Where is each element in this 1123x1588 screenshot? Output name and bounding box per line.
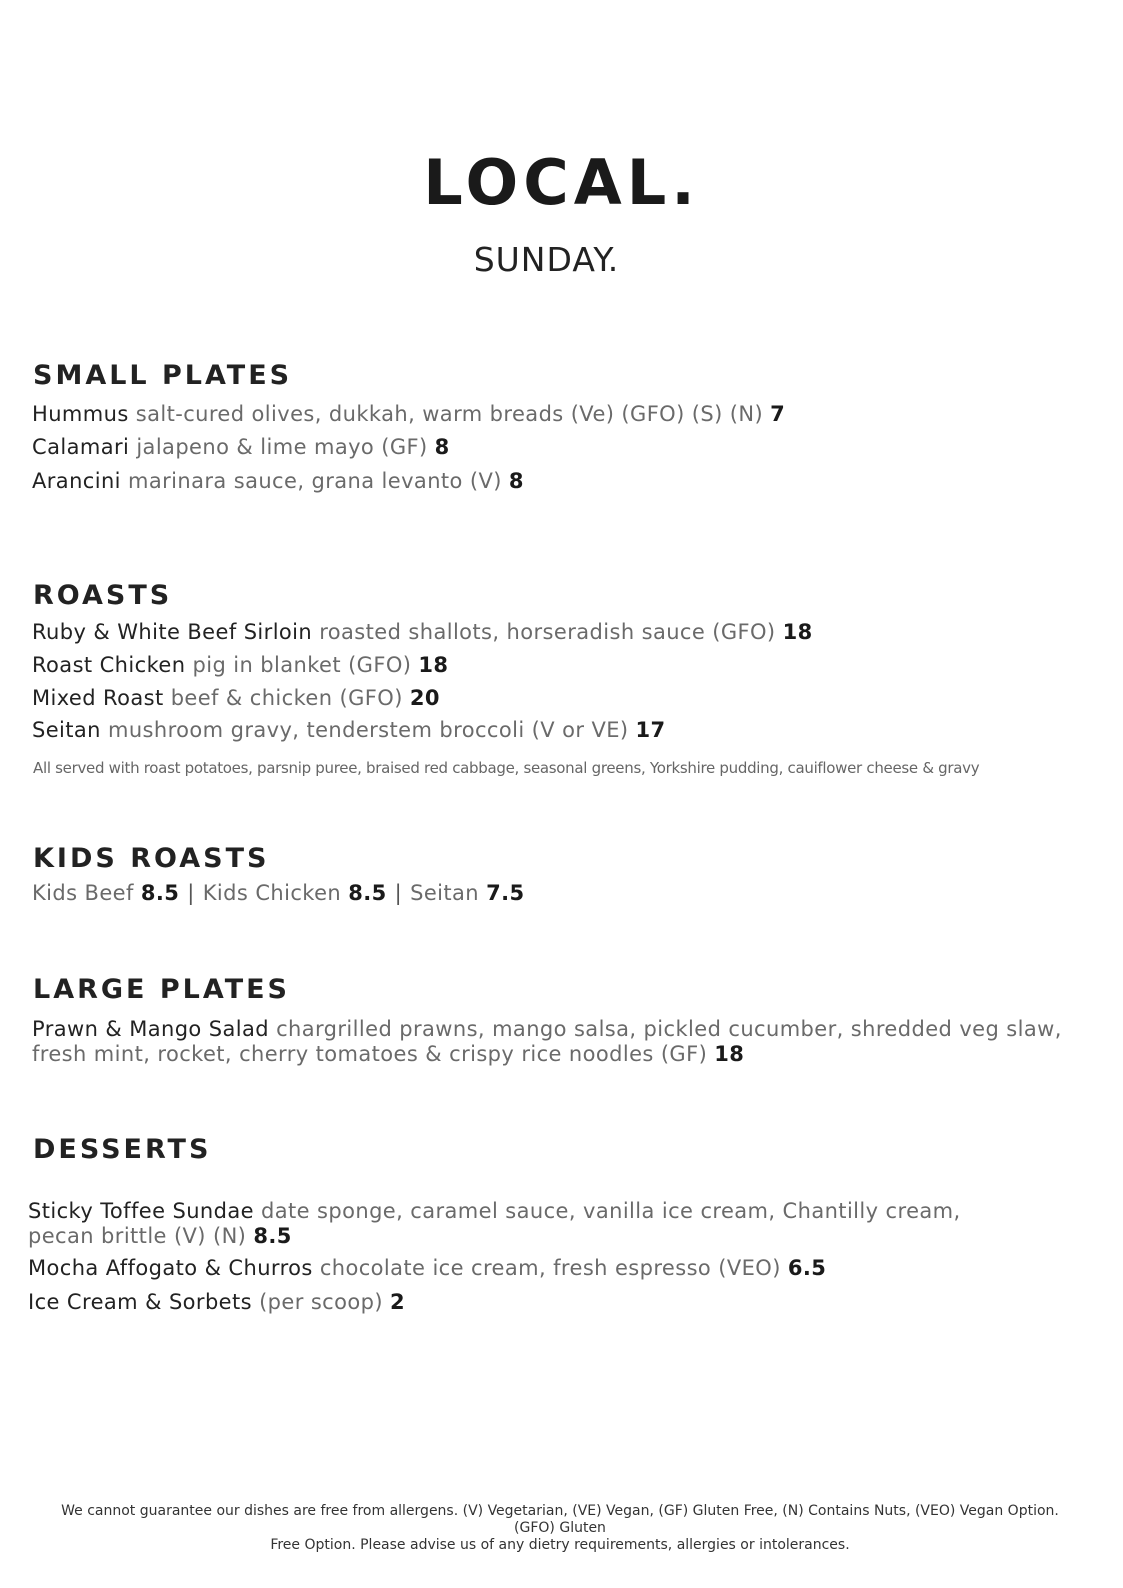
item-name: Kids Beef (32, 881, 134, 905)
section-title-kids-roasts: KIDS ROASTS (33, 843, 270, 874)
menu-item-mocha-affogato (28, 1256, 826, 1280)
item-price: 8 (508, 469, 524, 493)
menu-item-roast-chicken (32, 653, 448, 677)
separator: | (394, 881, 403, 905)
menu-item-hummus (32, 402, 785, 426)
item-name: Arancini (32, 469, 121, 493)
item-price: 2 (390, 1290, 406, 1314)
item-price: 7.5 (486, 881, 525, 905)
item-description: chocolate ice cream, fresh espresso (VEO) (319, 1256, 781, 1280)
roasts-served-with-note: All served with roast potatoes, parsnip puree, braised red cabbage, seasonal greens, Yorkshire pudding, cauiflower cheese & gravy (33, 759, 980, 777)
item-description: pig in blanket (GFO) (192, 653, 412, 677)
item-name: Prawn & Mango Salad (32, 1017, 269, 1041)
brand-title: LOCAL. (423, 146, 700, 219)
menu-item-sticky-toffee-sundae (28, 1199, 961, 1223)
item-name: Ice Cream & Sorbets (28, 1290, 252, 1314)
menu-item-beef-sirloin (32, 620, 813, 644)
item-description: mushroom gravy, tenderstem broccoli (V or VE) (107, 718, 629, 742)
item-price: 18 (418, 653, 449, 677)
item-description-line2: fresh mint, rocket, cherry tomatoes & crispy rice noodles (GF) (32, 1042, 708, 1066)
menu-day-subtitle: SUNDAY. (473, 240, 620, 279)
menu-item-mixed-roast (32, 686, 440, 710)
disclaimer-line-1: We cannot guarantee our dishes are free from allergens. (V) Vegetarian, (VE) Vegan, (GF) Gluten Free, (N) Contains Nuts, (VEO) Vegan Option. (GFO) Gluten (61, 1503, 1059, 1536)
item-description: (per scoop) (259, 1290, 383, 1314)
item-price: 20 (409, 686, 440, 710)
menu-item-prawn-mango-salad (32, 1017, 1062, 1041)
menu-item-arancini (32, 469, 524, 493)
item-name: Seitan (410, 881, 479, 905)
item-description: salt-cured olives, dukkah, warm breads (Ve) (GFO) (S) (N) (135, 402, 764, 426)
item-description: marinara sauce, grana levanto (V) (127, 469, 502, 493)
item-description: jalapeno & lime mayo (GF) (136, 435, 428, 459)
menu-item-calamari (32, 435, 450, 459)
item-name: Mixed Roast (32, 686, 164, 710)
item-price: 17 (635, 718, 666, 742)
item-price: 8 (434, 435, 450, 459)
item-name: Kids Chicken (202, 881, 342, 905)
item-name: Hummus (32, 402, 129, 426)
menu-item-seitan (32, 718, 666, 742)
item-price: 8.5 (253, 1224, 292, 1248)
section-title-small-plates: SMALL PLATES (33, 360, 293, 391)
item-price: 8.5 (140, 881, 180, 905)
allergen-disclaimer (50, 1503, 1070, 1554)
item-price: 8.5 (348, 881, 387, 905)
item-price: 7 (770, 402, 786, 426)
section-title-roasts: ROASTS (33, 580, 173, 611)
item-name: Sticky Toffee Sundae (28, 1199, 254, 1223)
separator: | (187, 881, 195, 905)
item-description-line2: pecan brittle (V) (N) (28, 1224, 247, 1248)
menu-item-prawn-mango-salad-cont (32, 1042, 744, 1066)
item-description-line1: chargrilled prawns, mango salsa, pickled cucumber, shredded veg slaw, (276, 1017, 1062, 1041)
item-name: Ruby & White Beef Sirloin (32, 620, 313, 644)
menu-item-sticky-toffee-sundae-cont (28, 1224, 292, 1248)
kids-roasts-line (32, 881, 524, 905)
item-name: Calamari (32, 435, 130, 459)
item-name: Seitan (32, 718, 101, 742)
item-description-line1: date sponge, caramel sauce, vanilla ice cream, Chantilly cream, (261, 1199, 961, 1223)
item-price: 18 (782, 620, 813, 644)
item-name: Roast Chicken (32, 653, 186, 677)
disclaimer-line-2: Free Option. Please advise us of any dietry requirements, allergies or intolerances. (270, 1537, 850, 1553)
menu-item-ice-cream-sorbets (28, 1290, 405, 1314)
item-description: beef & chicken (GFO) (170, 686, 403, 710)
section-title-large-plates: LARGE PLATES (33, 974, 290, 1005)
section-title-desserts: DESSERTS (33, 1134, 212, 1165)
item-name: Mocha Affogato & Churros (28, 1256, 313, 1280)
item-description: roasted shallots, horseradish sauce (GFO) (319, 620, 776, 644)
item-price: 6.5 (787, 1256, 827, 1280)
item-price: 18 (714, 1042, 745, 1066)
